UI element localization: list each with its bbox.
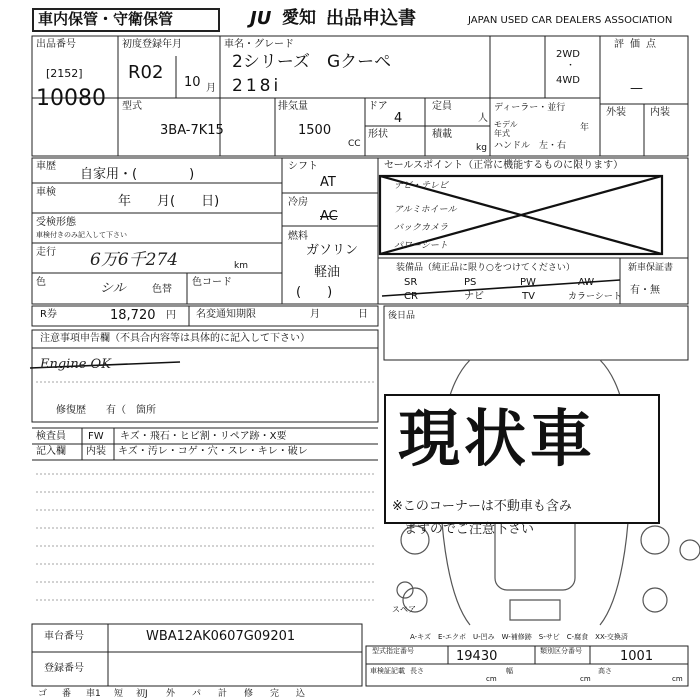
mileage-unit: km xyxy=(234,261,248,271)
displacement-label: 排気量 xyxy=(278,101,308,112)
designation-label: 型式指定番号 xyxy=(372,647,414,655)
exterior-label: 外装 xyxy=(606,107,626,118)
association-name: JAPAN USED CAR DEALERS ASSOCIATION xyxy=(468,15,673,26)
fuel-diesel: 軽油 xyxy=(314,265,341,280)
color-value: シル xyxy=(100,281,126,296)
color-change: 色替 xyxy=(152,284,172,295)
class-label: 類別区分番号 xyxy=(540,647,582,655)
r-fee-label: R券 xyxy=(40,309,57,320)
notes-label: 注意事項申告欄（不具合内容等は具体的に記入して下さい） xyxy=(40,333,310,344)
model-label: 車名・グレード xyxy=(224,39,294,50)
bottom-row-cell: 計 xyxy=(218,689,228,699)
inspection-value: 年 月( 日) xyxy=(118,194,220,209)
sales-point-line2: アルミホイール xyxy=(394,205,457,215)
r-fee-value: 18,720 xyxy=(110,308,156,323)
lot-label: 出品番号 xyxy=(36,39,76,50)
damage-legend: A-キズ E-エクボ U-凹み W-補修跡 S-サビ C-腐食 XX-交換済 xyxy=(410,633,628,641)
lot-number: 10080 xyxy=(36,86,106,111)
registration-era-year: R02 xyxy=(128,62,164,83)
dealer-label: ディーラー・並行 xyxy=(494,103,566,113)
sales-point-label: セールスポイント（正常に機能するものに限ります） xyxy=(384,160,624,171)
ju-logo: JU xyxy=(250,8,272,29)
name-change-label: 名変通知期限 xyxy=(196,309,256,320)
entry-label: 記入欄 xyxy=(36,446,66,457)
inspector-label: 検査員 xyxy=(36,431,66,442)
new-car-warranty-label: 新車保証書 xyxy=(628,263,674,273)
equipment-pw: PW xyxy=(520,277,536,288)
fuel-other: ( ) xyxy=(296,285,333,300)
bottom-row-cell: ゴ xyxy=(38,689,48,699)
sales-point-line1: ナビ・テレビ xyxy=(394,181,448,191)
storage-note: 車内保管・守衛保管 xyxy=(38,10,174,28)
fuel-gas: ガソリン xyxy=(306,243,359,258)
shape-label: 形状 xyxy=(368,129,388,140)
bottom-row-cell: 番 xyxy=(62,689,72,699)
color-label: 色 xyxy=(36,277,46,288)
bottom-row-cell: 外 xyxy=(166,689,176,699)
load-unit: kg xyxy=(476,143,487,153)
registration-month-unit: 月 xyxy=(206,83,216,94)
doors-label: ドア xyxy=(368,101,388,112)
bottom-row-cell: パ xyxy=(192,689,202,699)
fw-label: FW xyxy=(88,431,104,442)
length-unit: cm xyxy=(486,675,497,683)
type-label: 型式 xyxy=(122,101,142,112)
registration-month: 10 xyxy=(184,75,201,90)
registration-label: 初度登録年月 xyxy=(122,39,182,50)
bottom-row-cell: 車1 xyxy=(86,689,101,699)
fuel-label: 燃料 xyxy=(288,231,308,242)
equipment-navi: ナビ xyxy=(464,291,484,302)
model-grade: 218i xyxy=(232,76,282,96)
displacement-unit: CC xyxy=(348,139,361,149)
form-title: 出品申込書 xyxy=(326,8,416,29)
score-dash: — xyxy=(630,81,643,96)
mileage-value: 6万6千274 xyxy=(90,250,179,270)
equipment-ps: PS xyxy=(464,277,477,288)
ac-value: AC xyxy=(320,209,338,224)
color-code-label: 色コード xyxy=(192,277,232,288)
height-label: 高さ xyxy=(598,667,612,675)
sales-point-line4: パワーシート xyxy=(394,241,448,251)
bottom-row-cell: 込 xyxy=(296,689,306,699)
interior-label: 内装 xyxy=(650,107,670,118)
spare-label: スペア xyxy=(392,605,416,614)
equipment-tv: TV xyxy=(522,291,535,302)
interior-row-label: 内装 xyxy=(86,446,106,457)
equipment-sr: SR xyxy=(404,277,418,288)
model-name: 2シリーズ Gクーペ xyxy=(232,52,392,72)
length-label: 長さ xyxy=(410,667,424,675)
use-value: 自家用・( ) xyxy=(80,167,195,182)
drive-4wd: 4WD xyxy=(556,75,580,86)
shift-label: シフト xyxy=(288,161,318,172)
shift-value: AT xyxy=(320,175,336,190)
interior-row-text: キズ・汚レ・コゲ・穴・スレ・キレ・破レ xyxy=(118,446,308,457)
reception-label: 受検形態 xyxy=(36,217,76,228)
class-value: 1001 xyxy=(620,649,654,664)
notes-entry: Engine OK xyxy=(40,357,111,372)
height-unit: cm xyxy=(672,675,683,683)
ac-label: 冷房 xyxy=(288,197,308,208)
lot-sub-number: [2152] xyxy=(46,67,83,80)
score-label: 評価点 xyxy=(614,39,662,50)
designation-value: 19430 xyxy=(456,649,498,664)
dims-label: 車検証記載 xyxy=(370,667,405,675)
later-date-label: 後日品 xyxy=(388,311,416,321)
genjo-note2: ますのでご注意下さい xyxy=(404,522,535,537)
bottom-row-cell: 短 xyxy=(114,689,124,699)
chassis-value: WBA12AK0607G09201 xyxy=(146,629,296,644)
drive-sep: ・ xyxy=(566,61,576,71)
genjo-title: 現状車 xyxy=(398,402,597,475)
handle-label: ハンドル 左・右 xyxy=(494,141,567,151)
fw-text: キズ・飛石・ヒビ割・リペア跡・X要 xyxy=(120,431,287,442)
equipment-color-seat: カラーシート xyxy=(568,292,622,302)
logo-text: 愛知 xyxy=(282,8,316,28)
width-unit: cm xyxy=(580,675,591,683)
bottom-row-cell: 初J xyxy=(136,689,148,699)
type-value: 3BA-7K15 xyxy=(160,123,224,138)
mileage-label: 走行 xyxy=(36,247,56,258)
sales-point-line3: バックカメラ xyxy=(394,223,449,233)
capacity-label: 定員 xyxy=(432,101,452,112)
bottom-row-cell: 修 xyxy=(244,689,254,699)
reception-note: 車検付きのみ記入して下さい xyxy=(36,231,127,239)
bottom-row-cell: 完 xyxy=(270,689,280,699)
displacement-value: 1500 xyxy=(298,123,332,138)
name-change-day: 日 xyxy=(358,309,368,320)
year-unit: 年 xyxy=(580,123,590,133)
model-year-label: モデル 年式 xyxy=(494,120,518,138)
width-label: 幅 xyxy=(506,667,513,675)
load-label: 積載 xyxy=(432,129,452,140)
drive-2wd: 2WD xyxy=(556,49,580,60)
chassis-label: 車台番号 xyxy=(44,631,84,642)
equipment-aw: AW xyxy=(578,277,595,288)
name-change-month: 月 xyxy=(310,309,320,320)
doors-value: 4 xyxy=(394,111,403,126)
capacity-unit: 人 xyxy=(478,113,488,124)
r-fee-unit: 円 xyxy=(166,310,176,321)
new-car-warranty-value: 有・無 xyxy=(630,285,660,296)
equipment-cr: CR xyxy=(404,291,418,302)
inspection-label: 車検 xyxy=(36,187,56,198)
reg-number-label: 登録番号 xyxy=(44,663,84,674)
equipment-label: 装備品（純正品に限り○をつけてください） xyxy=(396,263,575,273)
repair-history: 修復歴 有（ 箇所 xyxy=(56,405,156,416)
genjo-note1: ※このコーナーは不動車も含み xyxy=(392,499,572,514)
use-label: 車歴 xyxy=(36,161,56,172)
